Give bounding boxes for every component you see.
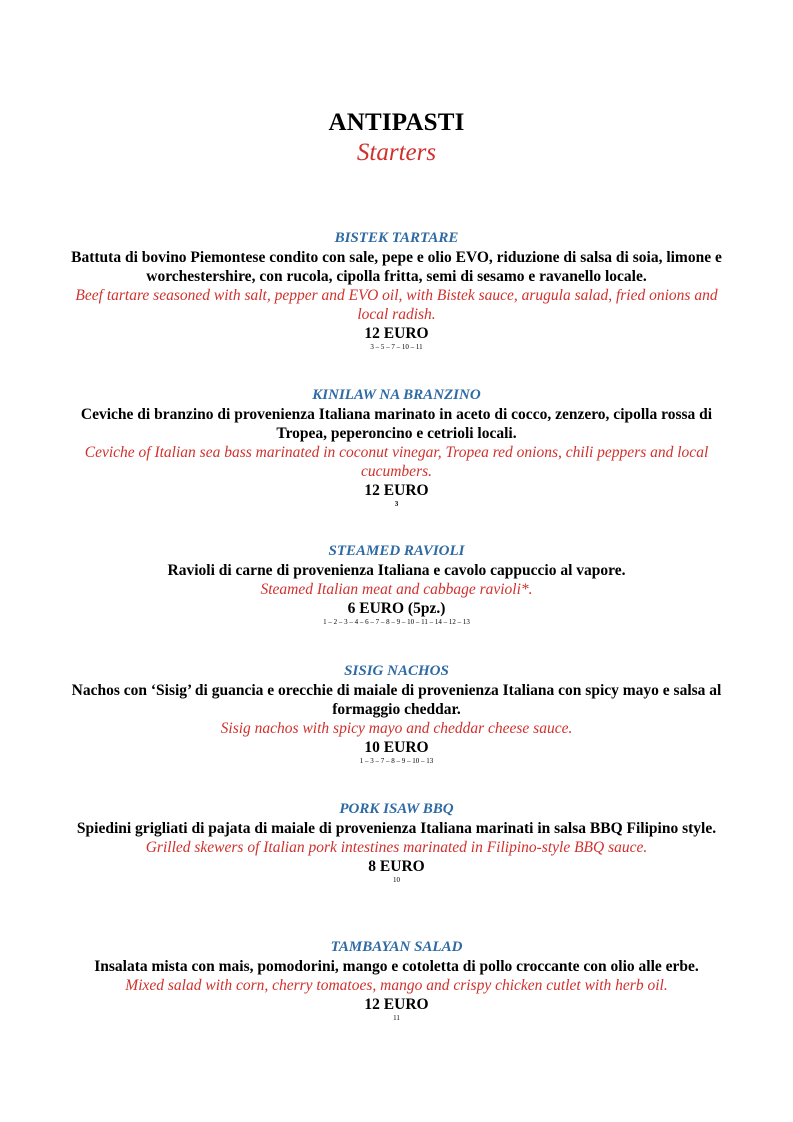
dish-allergens: 1 – 3 – 7 – 8 – 9 – 10 – 13: [359, 757, 434, 765]
section-title: ANTIPASTI: [328, 109, 465, 136]
dish-description-italian: Spiedini grigliati di pajata di maiale di provenienza Italiana marinati in salsa BBQ Filipino style.: [76, 820, 717, 837]
dish-description-english: Steamed Italian meat and cabbage ravioli*.: [260, 581, 533, 598]
menu-item: [70, 386, 723, 509]
dish-allergens: 1 – 2 – 3 – 4 – 6 – 7 – 8 – 9 – 10 – 11 – 14 – 12 – 13: [323, 618, 470, 626]
dish-name: PORK ISAW BBQ: [339, 801, 454, 817]
menu-item: [70, 938, 723, 1023]
dish-name: BISTEK TARTARE: [334, 230, 459, 246]
dish-name: KINILAW NA BRANZINO: [312, 387, 481, 403]
dish-allergens: 3: [394, 500, 399, 508]
dish-price: 12 EURO: [364, 325, 429, 342]
dish-description-english: Sisig nachos with spicy mayo and cheddar cheese sauce.: [220, 720, 573, 737]
dish-name: STEAMED RAVIOLI: [328, 543, 465, 559]
dish-name: SISIG NACHOS: [344, 663, 449, 679]
dish-description-english: Grilled skewers of Italian pork intestines marinated in Filipino-style BBQ sauce.: [145, 839, 648, 856]
dish-description-italian: Battuta di bovino Piemontese condito con sale, pepe e olio EVO, riduzione di salsa di soia, limone e worchestershire, con rucola, cipolla fritta, semi di sesamo e ravanello locale.: [71, 249, 722, 285]
dish-price: 8 EURO: [368, 858, 425, 875]
menu-item: [70, 542, 723, 627]
menu-item: [70, 662, 723, 766]
menu-item: [70, 229, 723, 352]
dish-name: TAMBAYAN SALAD: [330, 939, 463, 955]
dish-allergens: 11: [393, 1014, 400, 1022]
section-subtitle: Starters: [356, 139, 437, 166]
dish-price: 10 EURO: [364, 739, 429, 756]
dish-price: 6 EURO (5pz.): [347, 600, 446, 617]
dish-description-english: Beef tartare seasoned with salt, pepper and EVO oil, with Bistek sauce, arugula salad, fried onions and local radish.: [75, 287, 718, 323]
dish-description-italian: Ravioli di carne di provenienza Italiana e cavolo cappuccio al vapore.: [167, 562, 626, 579]
dish-description-english: Mixed salad with corn, cherry tomatoes, mango and crispy chicken cutlet with herb oil.: [125, 977, 668, 994]
dish-price: 12 EURO: [364, 996, 429, 1013]
dish-description-italian: Nachos con ‘Sisig’ di guancia e orecchie di maiale di provenienza Italiana con spicy mayo e salsa al formaggio cheddar.: [71, 682, 722, 718]
dish-allergens: 10: [393, 876, 400, 884]
dish-price: 12 EURO: [364, 482, 429, 499]
dish-allergens: 3 – 5 – 7 – 10 – 11: [370, 343, 423, 351]
menu-header: [0, 108, 793, 168]
dish-description-italian: Insalata mista con mais, pomodorini, mango e cotoletta di pollo croccante con olio alle erbe.: [94, 958, 699, 975]
dish-description-english: Ceviche of Italian sea bass marinated in coconut vinegar, Tropea red onions, chili peppers and local cucumbers.: [84, 444, 709, 480]
menu-item: [70, 800, 723, 885]
dish-description-italian: Ceviche di branzino di provenienza Italiana marinato in aceto di cocco, zenzero, cipolla rossa di Tropea, peperoncino e cetrioli locali.: [80, 406, 713, 442]
